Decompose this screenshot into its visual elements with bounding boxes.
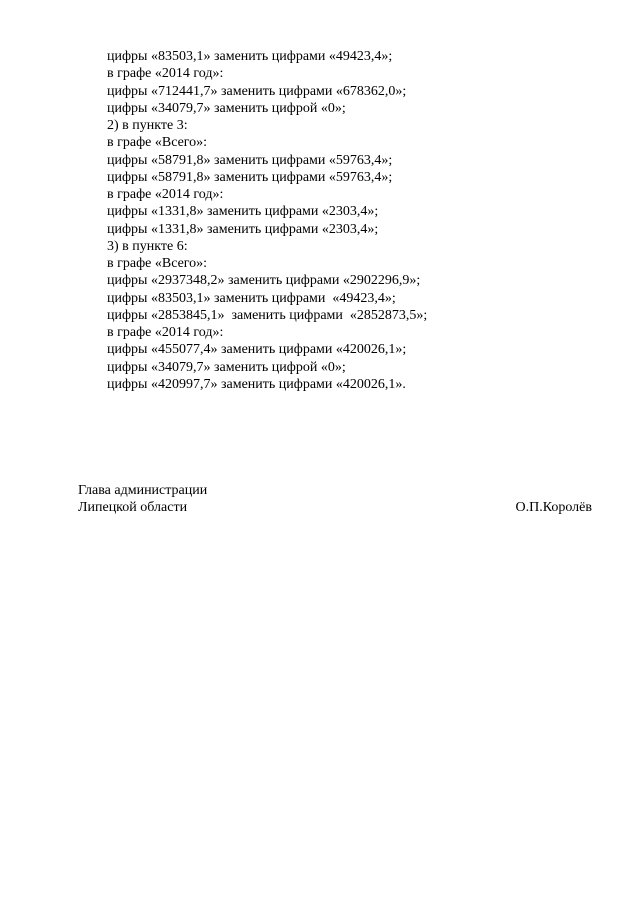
text-line: цифры «58791,8» заменить цифрами «59763,4»; bbox=[107, 152, 393, 168]
text-line: цифры «1331,8» заменить цифрами «2303,4»; bbox=[107, 204, 379, 220]
text-line: в графе «Всего»: bbox=[107, 256, 208, 271]
text-line: 3) в пункте 6: bbox=[107, 238, 188, 254]
text-line: в графе «Всего»: bbox=[107, 135, 208, 151]
text-line: цифры «34079,7» заменить цифрой «0»; bbox=[107, 359, 346, 375]
text-line: цифры «420997,7» заменить цифрами «420026,1». bbox=[107, 376, 406, 392]
text-line: цифры «83503,1» заменить цифрами «49423,4»; bbox=[107, 290, 396, 306]
signature-block bbox=[78, 482, 592, 516]
text-line: цифры «2853845,1» заменить цифрами «2852873,5»; bbox=[107, 307, 428, 323]
text-line: цифры «34079,7» заменить цифрой «0»; bbox=[107, 100, 346, 116]
text-line: цифры «1331,8» заменить цифрами «2303,4»; bbox=[107, 221, 379, 237]
text-line: в графе «2014 год»: bbox=[107, 325, 224, 340]
amendment-text bbox=[107, 48, 607, 393]
text-line: 2) в пункте 3: bbox=[107, 118, 188, 133]
signatory-name: О.П.Королёв bbox=[515, 500, 592, 515]
text-line: в графе «2014 год»: bbox=[107, 66, 224, 82]
text-line: цифры «83503,1» заменить цифрами «49423,4»; bbox=[107, 49, 393, 64]
text-line: цифры «2937348,2» заменить цифрами «2902296,9»; bbox=[107, 273, 421, 289]
text-line: в графе «2014 год»: bbox=[107, 187, 224, 202]
signatory-title-line2: Липецкой области bbox=[78, 500, 188, 515]
signatory-title-line1: Глава администрации bbox=[78, 483, 208, 498]
text-line: цифры «455077,4» заменить цифрами «420026,1»; bbox=[107, 342, 407, 358]
text-line: цифры «58791,8» заменить цифрами «59763,4»; bbox=[107, 169, 393, 185]
text-line: цифры «712441,7» заменить цифрами «678362,0»; bbox=[107, 83, 407, 99]
